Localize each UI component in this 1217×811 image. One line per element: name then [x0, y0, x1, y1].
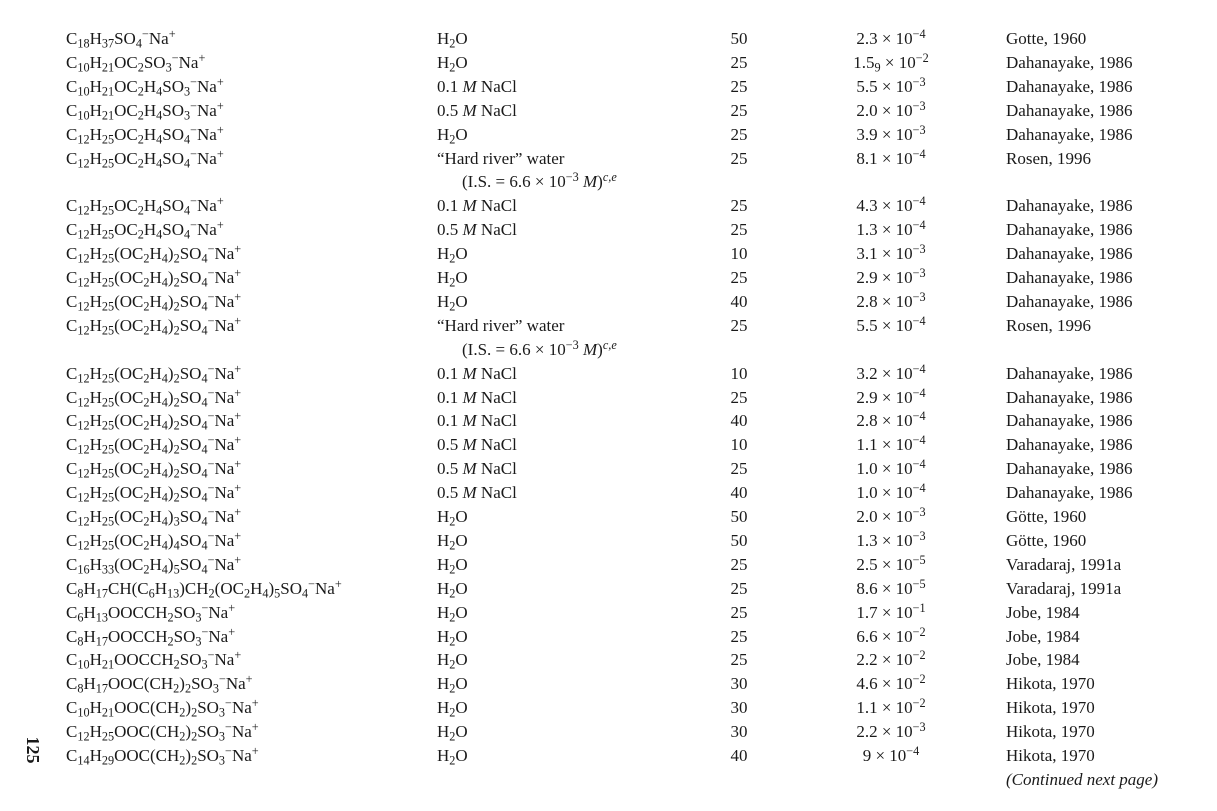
- temperature-cell: 25: [730, 124, 748, 144]
- table-row: [0, 720, 1217, 744]
- cmc-value-cell: $2.0 \times 10^{-3}$: [856, 98, 926, 120]
- medium-cell: 0.5 M NaCl: [437, 435, 517, 455]
- cmc-value-cell: $1.3 \times 10^{-4}$: [856, 218, 926, 240]
- medium-cell: $H_2O$: [437, 674, 468, 696]
- temperature-cell: 40: [730, 411, 748, 431]
- cmc-value-cell: $1.0 \times 10^{-4}$: [856, 457, 926, 479]
- cmc-value-cell: $2.8 \times 10^{-4}$: [856, 409, 926, 431]
- compound-cell: $C_{12}H_{25}(OC_2H_4)_2SO_4^-Na^+$: [66, 433, 242, 457]
- reference-cell: Dahanayake, 1986: [1006, 291, 1133, 311]
- reference-cell: Dahanayake, 1986: [1006, 100, 1133, 120]
- table-row: [0, 75, 1217, 99]
- table-row: [0, 194, 1217, 218]
- table-row-note: [0, 338, 1217, 362]
- cmc-value-cell: $3.9 \times 10^{-3}$: [856, 122, 926, 144]
- table-row: [0, 672, 1217, 696]
- cmc-value-cell: $2.0 \times 10^{-3}$: [856, 504, 926, 526]
- medium-cell: $H_2O$: [437, 291, 468, 314]
- medium-cell: 0.1 M NaCl: [437, 411, 517, 431]
- temperature-cell: 25: [730, 52, 748, 72]
- reference-cell: Dahanayake, 1986: [1006, 220, 1133, 240]
- medium-cell: 0.1 M NaCl: [437, 76, 517, 96]
- compound-cell: $C_{12}H_{25}(OC_2H_4)_2SO_4^-Na^+$: [66, 480, 242, 505]
- medium-cell: $H_2O$: [437, 650, 468, 672]
- temperature-cell: 25: [730, 459, 748, 479]
- compound-cell: $C_{12}H_{25}OC_2H_4SO_4^-Na^+$: [66, 194, 224, 218]
- temperature-cell: 10: [730, 244, 748, 264]
- medium-cell: 0.1 M NaCl: [437, 387, 517, 407]
- temperature-cell: 25: [730, 76, 748, 96]
- continued-note: (Continued next page): [1006, 770, 1159, 789]
- compound-cell: $C_{10}H_{21}OOCCH_2SO_3^-Na^+$: [66, 648, 242, 672]
- cmc-value-cell: $8.6 \times 10^{-5}$: [856, 576, 926, 598]
- reference-cell: Dahanayake, 1986: [1006, 459, 1133, 479]
- table-row: [0, 481, 1217, 505]
- reference-cell: Dahanayake, 1986: [1006, 435, 1133, 455]
- compound-cell: $C_{12}H_{25}(OC_2H_4)_2SO_4^-Na^+$: [66, 241, 242, 266]
- reference-cell: Jobe, 1984: [1006, 602, 1080, 622]
- table-row: [0, 51, 1217, 75]
- reference-cell: Dahanayake, 1986: [1006, 52, 1133, 72]
- medium-cell: “Hard river” water: [437, 315, 565, 335]
- cmc-value-cell: $1.1 \times 10^{-2}$: [856, 696, 926, 718]
- reference-cell: Dahanayake, 1986: [1006, 124, 1133, 144]
- medium-cell: $H_2O$: [437, 746, 468, 768]
- medium-cell: $H_2O$: [437, 530, 468, 553]
- cmc-value-cell: $1.3 \times 10^{-3}$: [856, 528, 926, 550]
- table-row: [0, 409, 1217, 433]
- compound-cell: $C_{12}H_{25}(OC_2H_4)_2SO_4^-Na^+$: [66, 289, 242, 314]
- temperature-cell: 25: [730, 148, 748, 168]
- temperature-cell: 50: [730, 530, 748, 550]
- temperature-cell: 25: [730, 315, 748, 335]
- compound-cell: $C_{12}H_{25}OC_2H_4SO_4^-Na^+$: [66, 146, 224, 170]
- reference-cell: Rosen, 1996: [1006, 148, 1091, 168]
- ionic-strength-note: (I.S. = $6.6 \times 10^{-3}$ M)$^{c,e}$: [462, 337, 617, 359]
- compound-cell: $C_{14}H_{29}OOC(CH_2)_2SO_3^-Na^+$: [66, 743, 259, 768]
- medium-cell: $H_2O$: [437, 626, 468, 648]
- table-row: [0, 218, 1217, 242]
- table-row: [0, 457, 1217, 481]
- compound-cell: $C_8H_{17}OOCCH_2SO_3^-Na^+$: [66, 624, 236, 648]
- compound-cell: $C_{12}H_{25}OOC(CH_2)_2SO_3^-Na^+$: [66, 719, 259, 744]
- compound-cell: $C_{12}H_{25}(OC_2H_4)_3SO_4^-Na^+$: [66, 504, 242, 529]
- table-row: [0, 362, 1217, 386]
- temperature-cell: 25: [730, 268, 748, 287]
- cmc-value-cell: $1.0 \times 10^{-4}$: [856, 480, 926, 503]
- reference-cell: Varadaraj, 1991a: [1006, 578, 1122, 598]
- cmc-value-cell: $2.2 \times 10^{-3}$: [856, 719, 926, 742]
- temperature-cell: 10: [730, 363, 748, 383]
- table-row: [0, 601, 1217, 625]
- table-row: [0, 696, 1217, 720]
- cmc-value-cell: $2.9 \times 10^{-3}$: [856, 265, 926, 287]
- cmc-value-cell: $4.3 \times 10^{-4}$: [856, 194, 926, 216]
- temperature-cell: 40: [730, 483, 748, 503]
- table-row: [0, 147, 1217, 171]
- compound-cell: $C_{10}H_{21}OC_2H_4SO_3^-Na^+$: [66, 74, 224, 99]
- reference-cell: Dahanayake, 1986: [1006, 483, 1133, 503]
- reference-cell: Jobe, 1984: [1006, 626, 1080, 646]
- reference-cell: Dahanayake, 1986: [1006, 411, 1133, 431]
- cmc-value-cell: $2.8 \times 10^{-3}$: [856, 289, 926, 311]
- page-number: 125: [23, 736, 43, 764]
- medium-cell: $H_2O$: [437, 698, 468, 720]
- compound-cell: $C_{18}H_{37}SO_4^-Na^+$: [66, 26, 176, 51]
- table-row: [0, 505, 1217, 529]
- table-row: [0, 314, 1217, 338]
- cmc-value-cell: $2.3 \times 10^{-4}$: [856, 26, 926, 48]
- medium-cell: $H_2O$: [437, 578, 468, 601]
- temperature-cell: 30: [730, 722, 748, 742]
- medium-cell: $H_2O$: [437, 268, 468, 290]
- temperature-cell: 25: [730, 387, 748, 407]
- temperature-cell: 25: [730, 626, 748, 646]
- cmc-value-cell: $5.5 \times 10^{-3}$: [856, 74, 926, 96]
- compound-cell: $C_{12}H_{25}(OC_2H_4)_4SO_4^-Na^+$: [66, 528, 242, 553]
- reference-cell: Jobe, 1984: [1006, 650, 1080, 670]
- reference-cell: Gotte, 1960: [1006, 29, 1087, 48]
- medium-cell: 0.5 M NaCl: [437, 483, 517, 503]
- compound-cell: $C_{10}H_{21}OC_2SO_3^-Na^+$: [66, 50, 206, 75]
- medium-cell: “Hard river” water: [437, 148, 565, 168]
- temperature-cell: 50: [730, 507, 748, 526]
- table-row: [0, 433, 1217, 457]
- cmc-value-cell: $2.5 \times 10^{-5}$: [856, 552, 926, 574]
- table-row: [0, 625, 1217, 649]
- medium-cell: 0.1 M NaCl: [437, 363, 517, 383]
- table-row: [0, 99, 1217, 123]
- temperature-cell: 25: [730, 650, 748, 670]
- medium-cell: $H_2O$: [437, 602, 468, 625]
- table-row: [0, 529, 1217, 553]
- temperature-cell: 25: [730, 578, 748, 598]
- temperature-cell: 30: [730, 698, 748, 718]
- compound-cell: $C_{10}H_{21}OC_2H_4SO_3^-Na^+$: [66, 98, 224, 123]
- cmc-value-cell: $3.1 \times 10^{-3}$: [856, 241, 926, 264]
- reference-cell: Dahanayake, 1986: [1006, 244, 1133, 264]
- medium-cell: $H_2O$: [437, 244, 468, 266]
- medium-cell: $H_2O$: [437, 507, 468, 529]
- cmc-value-cell: $1.7 \times 10^{-1}$: [856, 600, 926, 622]
- temperature-cell: 25: [730, 100, 748, 120]
- compound-cell: $C_8H_{17}CH(C_6H_{13})CH_2(OC_2H_4)_5SO_4^-Na^+$: [66, 576, 342, 601]
- compound-cell: $C_{12}H_{25}(OC_2H_4)_2SO_4^-Na^+$: [66, 313, 242, 338]
- compound-cell: $C_{12}H_{25}(OC_2H_4)_2SO_4^-Na^+$: [66, 409, 242, 433]
- reference-cell: Varadaraj, 1991a: [1006, 554, 1122, 574]
- medium-cell: $H_2O$: [437, 554, 468, 577]
- compound-cell: $C_{12}H_{25}(OC_2H_4)_2SO_4^-Na^+$: [66, 361, 242, 386]
- cmc-value-cell: $8.1 \times 10^{-4}$: [856, 146, 926, 168]
- table-row: [0, 577, 1217, 601]
- temperature-cell: 40: [730, 746, 748, 765]
- reference-cell: Götte, 1960: [1006, 507, 1087, 526]
- temperature-cell: 30: [730, 674, 748, 694]
- temperature-cell: 40: [730, 291, 748, 311]
- compound-cell: $C_{12}H_{25}OC_2H_4SO_4^-Na^+$: [66, 122, 224, 147]
- medium-cell: $H_2O$: [437, 722, 468, 744]
- cmc-value-cell: $3.2 \times 10^{-4}$: [856, 361, 926, 383]
- cmc-value-cell: $1.5_9 \times 10^{-2}$: [853, 50, 929, 75]
- compound-cell: $C_{16}H_{33}(OC_2H_4)_5SO_4^-Na^+$: [66, 552, 242, 577]
- compound-cell: $C_{12}H_{25}OC_2H_4SO_4^-Na^+$: [66, 218, 224, 242]
- medium-cell: $H_2O$: [437, 29, 468, 51]
- medium-cell: 0.5 M NaCl: [437, 100, 517, 120]
- table-row-note: [0, 170, 1217, 194]
- cmc-value-cell: $2.2 \times 10^{-2}$: [856, 648, 926, 670]
- cmc-value-cell: $4.6 \times 10^{-2}$: [856, 672, 926, 694]
- medium-cell: $H_2O$: [437, 52, 468, 75]
- compound-cell: $C_6H_{13}OOCCH_2SO_3^-Na^+$: [66, 600, 236, 625]
- table-row: [0, 744, 1217, 768]
- table-row: [0, 553, 1217, 577]
- reference-cell: Hikota, 1970: [1006, 746, 1095, 765]
- reference-cell: Dahanayake, 1986: [1006, 196, 1133, 216]
- table-row: [0, 123, 1217, 147]
- compound-cell: $C_{12}H_{25}(OC_2H_4)_2SO_4^-Na^+$: [66, 385, 242, 409]
- cmc-value-cell: $5.5 \times 10^{-4}$: [856, 313, 926, 335]
- reference-cell: Dahanayake, 1986: [1006, 76, 1133, 96]
- ionic-strength-note: (I.S. = $6.6 \times 10^{-3}$ M)$^{c,e}$: [462, 170, 617, 192]
- cmc-value-cell: $6.6 \times 10^{-2}$: [856, 624, 926, 646]
- reference-cell: Dahanayake, 1986: [1006, 268, 1133, 287]
- reference-cell: Hikota, 1970: [1006, 698, 1095, 718]
- reference-cell: Dahanayake, 1986: [1006, 387, 1133, 407]
- temperature-cell: 10: [730, 435, 748, 455]
- temperature-cell: 25: [730, 220, 748, 240]
- medium-cell: 0.5 M NaCl: [437, 220, 517, 240]
- temperature-cell: 25: [730, 196, 748, 216]
- table-row: [0, 290, 1217, 314]
- table-row: [0, 386, 1217, 410]
- cmc-value-cell: $1.1 \times 10^{-4}$: [856, 433, 926, 455]
- reference-cell: Götte, 1960: [1006, 530, 1087, 550]
- temperature-cell: 25: [730, 554, 748, 574]
- compound-cell: $C_{12}H_{25}(OC_2H_4)_2SO_4^-Na^+$: [66, 457, 242, 481]
- reference-cell: Rosen, 1996: [1006, 315, 1091, 335]
- compound-cell: $C_8H_{17}OOC(CH_2)_2SO_3^-Na^+$: [66, 672, 253, 696]
- medium-cell: 0.5 M NaCl: [437, 459, 517, 479]
- reference-cell: Dahanayake, 1986: [1006, 363, 1133, 383]
- compound-cell: $C_{12}H_{25}(OC_2H_4)_2SO_4^-Na^+$: [66, 265, 242, 290]
- table-row: [0, 242, 1217, 266]
- temperature-cell: 50: [730, 29, 748, 48]
- medium-cell: $H_2O$: [437, 124, 468, 147]
- cmc-value-cell: $9 \times 10^{-4}$: [862, 743, 920, 765]
- medium-cell: 0.1 M NaCl: [437, 196, 517, 216]
- reference-cell: Hikota, 1970: [1006, 674, 1095, 694]
- temperature-cell: 25: [730, 602, 748, 622]
- table-row: [0, 266, 1217, 290]
- table-row: [0, 648, 1217, 672]
- reference-cell: Hikota, 1970: [1006, 722, 1095, 742]
- cmc-value-cell: $2.9 \times 10^{-4}$: [856, 385, 926, 407]
- table-row: [0, 27, 1217, 51]
- compound-cell: $C_{10}H_{21}OOC(CH_2)_2SO_3^-Na^+$: [66, 696, 259, 720]
